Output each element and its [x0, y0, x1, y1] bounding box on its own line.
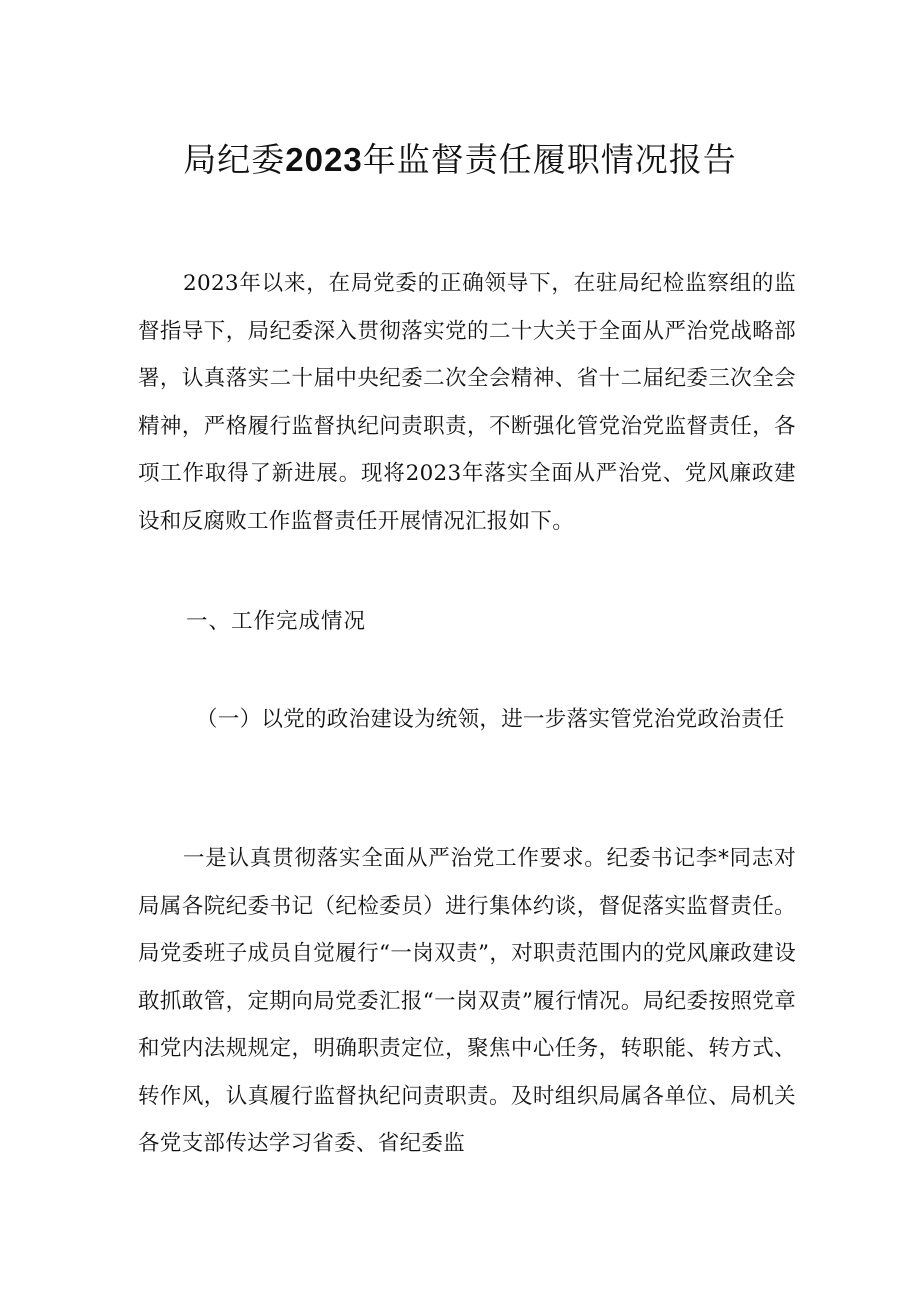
body-paragraph: 一是认真贯彻落实全面从严治党工作要求。纪委书记李*同志对局属各院纪委书记（纪检委员）进行集体约谈，督促落实监督责任。局党委班子成员自觉履行“一岗双责”，对职责范围内的党风廉政建设敢抓敢管，定期向局党委汇报“一岗双责”履行情况。局纪委按照党章和党内法规规定，明确职责定位，聚焦中心任务，转职能、转方式、转作风，认真履行监督执纪问责职责。及时组织局属各单位、局机关各党支部传达学习省委、省纪委监 — [138, 846, 796, 1156]
intro-paragraph: 2023年以来，在局党委的正确领导下，在驻局纪检监察组的监督指导下，局纪委深入贯彻落实党的二十大关于全面从严治党战略部署，认真落实二十届中央纪委二次全会精神、省十二届纪委三次全会精神，严格履行监督执纪问责职责，不断强化管党治党监督责任，各项工作取得了新进展。现将2023年落实全面从严治党、党风廉政建设和反腐败工作监督责任开展情况汇报如下。 — [138, 271, 796, 534]
subsection-heading: （一）以党的政治建设为统领，进一步落实管党治党政治责任 — [196, 707, 785, 732]
title-prefix: 局纪委 — [183, 140, 286, 179]
title-suffix: 年监督责任履职情况报告 — [362, 140, 737, 179]
title-year: 2023 — [285, 141, 363, 178]
section-heading: 一、工作完成情况 — [186, 609, 367, 634]
document-title — [0, 138, 920, 182]
